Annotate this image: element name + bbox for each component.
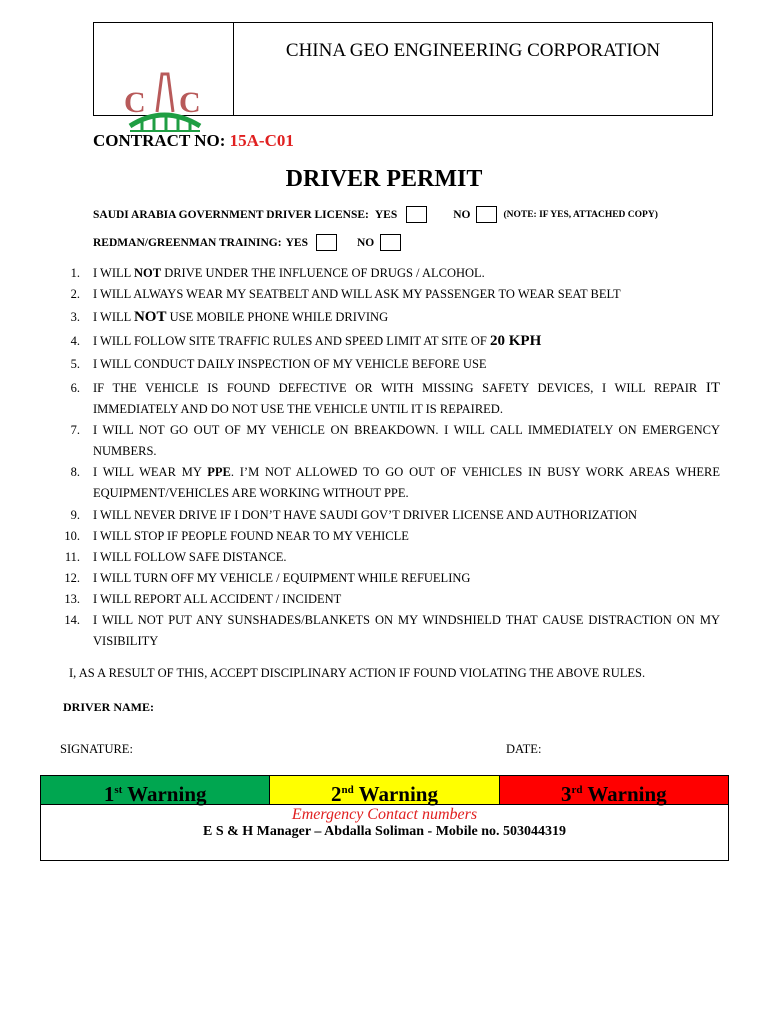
rule-number: 10. bbox=[64, 529, 80, 543]
rule-number: 13. bbox=[64, 592, 80, 606]
training-no-checkbox[interactable] bbox=[380, 234, 401, 251]
training-line bbox=[93, 234, 407, 251]
license-yes-checkbox[interactable] bbox=[406, 206, 427, 223]
rule-text: I WILL FOLLOW SITE TRAFFIC RULES AND SPEED LIMIT AT SITE OF 20 KPH bbox=[93, 333, 542, 349]
second-warning-cell: 2nd Warning bbox=[269, 776, 498, 804]
training-yes-checkbox[interactable] bbox=[316, 234, 337, 251]
rule-number: 8. bbox=[70, 465, 80, 479]
driver-name-label: DRIVER NAME: bbox=[63, 700, 154, 714]
first-warning-cell: 1st Warning bbox=[41, 776, 269, 804]
license-no-checkbox[interactable] bbox=[476, 206, 497, 223]
rule-number: 9. bbox=[70, 508, 80, 522]
rule-number: 4. bbox=[70, 334, 80, 348]
document-title: DRIVER PERMIT bbox=[285, 166, 483, 192]
license-note: (NOTE: IF YES, ATTACHED COPY) bbox=[503, 209, 658, 220]
rule-text: I WILL ALWAYS WEAR MY SEATBELT AND WILL ASK MY PASSENGER TO WEAR SEAT BELT bbox=[93, 287, 621, 301]
logo-cell bbox=[94, 23, 234, 119]
training-yes-label: YES bbox=[285, 236, 308, 249]
rule-number: 1. bbox=[70, 266, 80, 280]
license-line bbox=[93, 206, 658, 223]
rule-number: 5. bbox=[70, 357, 80, 371]
rule-text: I WILL STOP IF PEOPLE FOUND NEAR TO MY VEHICLE bbox=[93, 529, 409, 543]
rule-text: I WILL CONDUCT DAILY INSPECTION OF MY VEHICLE BEFORE USE bbox=[93, 357, 487, 371]
rule-text: I WILL TURN OFF MY VEHICLE / EQUIPMENT WHILE REFUELING bbox=[93, 571, 471, 585]
rule-text: I WILL REPORT ALL ACCIDENT / INCIDENT bbox=[93, 592, 342, 606]
rule-text: I WILL NOT USE MOBILE PHONE WHILE DRIVING bbox=[93, 309, 389, 325]
rule-text: I WILL WEAR MY PPE. I’M NOT ALLOWED TO GO OUT OF VEHICLES IN BUSY WORK AREAS WHERE EQUIPMENT/VEHICLES ARE WORKING WITHOUT PPE. bbox=[93, 465, 720, 500]
license-label: SAUDI ARABIA GOVERNMENT DRIVER LICENSE: bbox=[93, 208, 369, 221]
rule-text: IF THE VEHICLE IS FOUND DEFECTIVE OR WITH MISSING SAFETY DEVICES, I WILL REPAIR IT IMMEDIATELY AND DO NOT USE THE VEHICLE UNTIL IT IS REPAIRED. bbox=[93, 380, 720, 416]
signature-label: SIGNATURE: bbox=[60, 742, 133, 756]
contract-label: CONTRACT NO: bbox=[93, 131, 226, 150]
manager-contact: E S & H Manager – Abdalla Soliman - Mobile no. 503044319 bbox=[203, 824, 566, 839]
rule-number: 6. bbox=[70, 381, 80, 395]
warning-row bbox=[41, 776, 728, 805]
company-logo bbox=[122, 68, 206, 136]
rule-number: 7. bbox=[70, 423, 80, 437]
third-warning-cell: 3rd Warning bbox=[499, 776, 728, 804]
date-label: DATE: bbox=[506, 742, 542, 756]
warning-table bbox=[40, 775, 729, 861]
license-no-label: NO bbox=[453, 208, 471, 221]
rule-text: I WILL NOT GO OUT OF MY VEHICLE ON BREAKDOWN. I WILL CALL IMMEDIATELY ON EMERGENCY NUMBERS. bbox=[93, 423, 720, 458]
header-box bbox=[93, 22, 713, 119]
svg-text:C: C bbox=[179, 86, 201, 119]
rule-text: I WILL NOT PUT ANY SUNSHADES/BLANKETS ON MY WINDSHIELD THAT CAUSE DISTRACTION ON MY VISIBILITY bbox=[93, 613, 720, 648]
rule-number: 14. bbox=[64, 613, 80, 627]
rule-number: 2. bbox=[70, 287, 80, 301]
contract-number: 15A-C01 bbox=[229, 131, 294, 150]
company-name: CHINA GEO ENGINEERING CORPORATION bbox=[285, 40, 661, 61]
contract-number-line bbox=[93, 131, 294, 151]
rule-text: I WILL NEVER DRIVE IF I DON’T HAVE SAUDI GOV’T DRIVER LICENSE AND AUTHORIZATION bbox=[93, 508, 638, 522]
svg-text:C: C bbox=[124, 86, 146, 119]
training-label: REDMAN/GREENMAN TRAINING: bbox=[93, 236, 282, 249]
rule-number: 11. bbox=[64, 550, 80, 564]
rule-text: I WILL NOT DRIVE UNDER THE INFLUENCE OF DRUGS / ALCOHOL. bbox=[93, 266, 485, 280]
rule-number: 3. bbox=[70, 310, 80, 324]
rule-text: I WILL FOLLOW SAFE DISTANCE. bbox=[93, 550, 287, 564]
license-yes-label: YES bbox=[374, 208, 398, 221]
emergency-contact-title: Emergency Contact numbers bbox=[291, 806, 478, 823]
acceptance-statement: I, AS A RESULT OF THIS, ACCEPT DISCIPLINARY ACTION IF FOUND VIOLATING THE ABOVE RULES. bbox=[69, 666, 646, 680]
training-no-label: NO bbox=[356, 236, 375, 249]
rule-number: 12. bbox=[64, 571, 80, 585]
